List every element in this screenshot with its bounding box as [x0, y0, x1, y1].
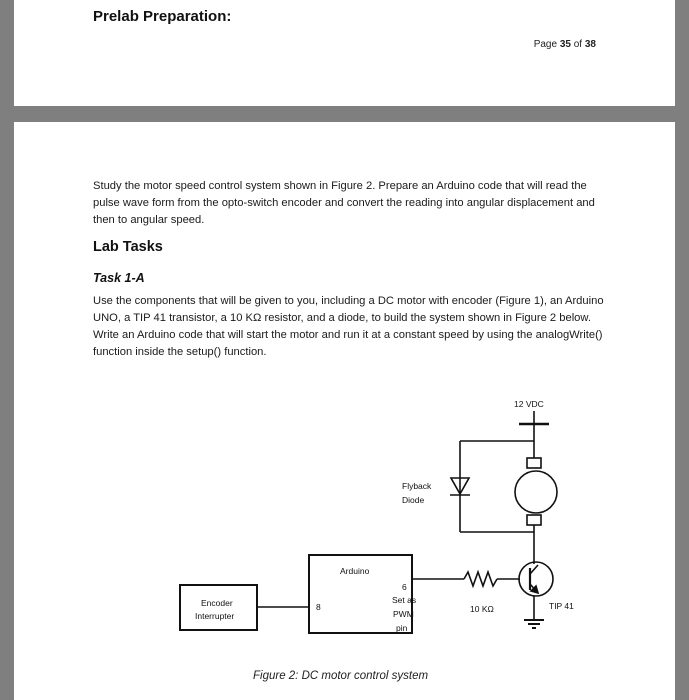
resistor-10k-symbol [464, 572, 497, 586]
circuit-diagram [14, 122, 675, 700]
page-main-section [14, 122, 675, 700]
motor-symbol [515, 471, 557, 513]
encoder-label-line1: Encoder [201, 598, 233, 608]
encoder-label-line2: Interrupter [195, 611, 235, 621]
lab-tasks-heading: Lab Tasks [93, 239, 163, 255]
resistor-label: 10 KΩ [470, 604, 494, 614]
pwm-label-line1: Set as [392, 595, 417, 605]
page-label: Page [533, 39, 558, 50]
arduino-label: Arduino [340, 566, 370, 576]
page-top-section [14, 0, 675, 106]
transistor-collector-leg [530, 565, 538, 574]
motor-brush-top [527, 458, 541, 468]
diode-label-line1: Flyback [402, 481, 432, 491]
task-heading: Task 1-A [93, 271, 145, 285]
pwm-label-line3: pin [396, 623, 408, 633]
motor-brush-bottom [527, 515, 541, 525]
transistor-label: TIP 41 [549, 601, 574, 611]
pin6-label: 6 [402, 582, 407, 592]
page-number [534, 39, 596, 50]
diode-label-line2: Diode [402, 495, 425, 505]
prelab-heading: Prelab Preparation: [93, 8, 232, 25]
pin8-label: 8 [316, 602, 321, 612]
prelab-paragraph: Study the motor speed control system shown in Figure 2. Prepare an Arduino code that will read the pulse wave form from the opto-switch encoder and convert the reading into angular displacement and then to angular speed. [93, 180, 595, 226]
page-of: of [573, 39, 583, 50]
task-paragraph: Use the components that will be given to you, including a DC motor with encoder (Figure 1), an Arduino UNO, a TIP 41 transistor, a 10 KΩ resistor, and a diode, to build the system shown in Figure 2 below. Write an Arduino code that will start the motor and run it at a constant speed by using the analogWrite() function inside the setup() function. [93, 295, 604, 358]
page-current: 35 [559, 39, 571, 50]
pwm-label-line2: PWM [393, 609, 414, 619]
supply-label: 12 VDC [514, 399, 544, 409]
page-total: 38 [584, 39, 596, 50]
figure-caption: Figure 2: DC motor control system [253, 670, 429, 682]
